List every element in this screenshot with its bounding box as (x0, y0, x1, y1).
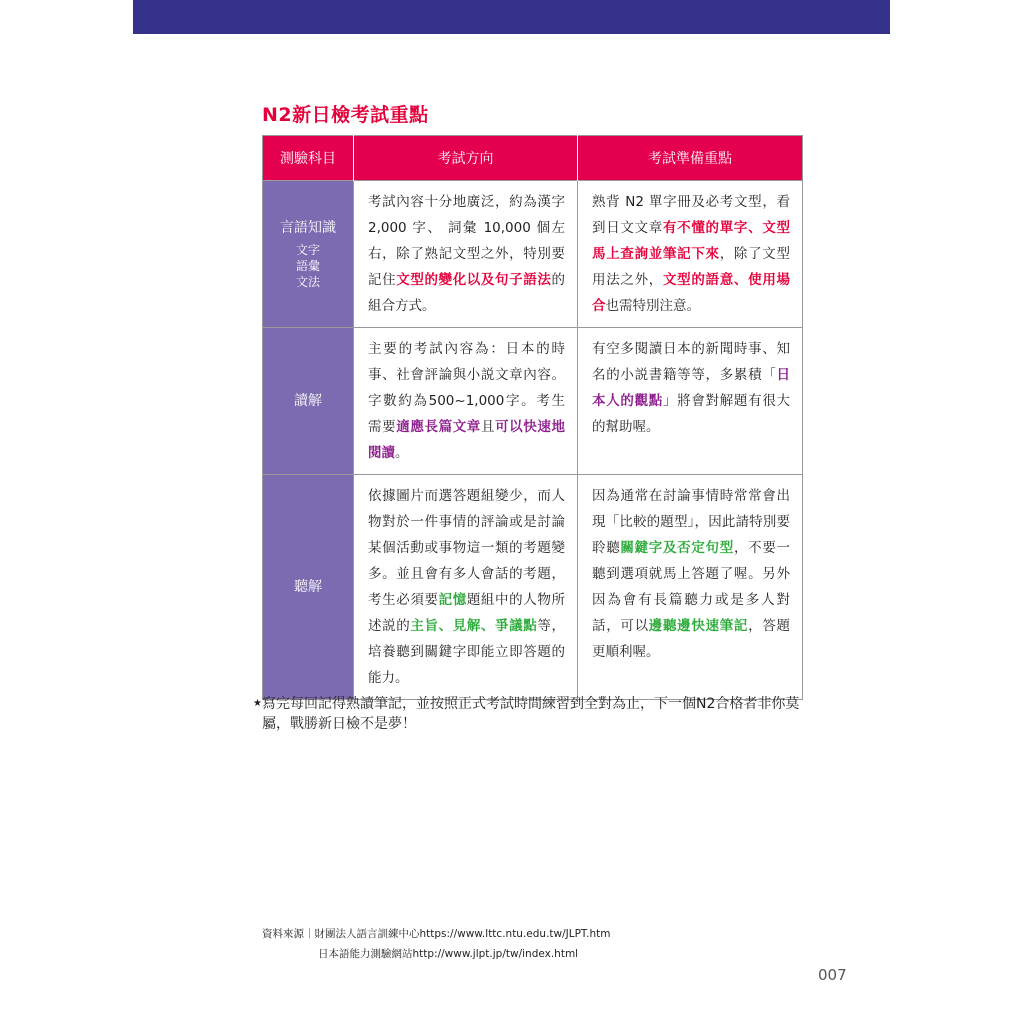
direction-cell: 考試內容十分地廣泛，約為漢字 2,000 字、 詞彙 10,000 個左右，除了熟記文型之外，特別要記住文型的變化以及句子語法的組合方式。 (354, 181, 578, 328)
direction-cell: 主要的考試內容為：日本的時事、社會評論與小説文章內容。字數約為500~1,000字。考生需要適應長篇文章且可以快速地閱讀。 (354, 328, 578, 475)
subject-subitem: 文法 (295, 275, 320, 289)
table-row (263, 181, 803, 328)
note-text: 寫完每回記得熟讀筆記，並按照正式考試時間練習到全對為止，下一個N2合格者非你莫屬，戰勝新日檢不是夢！ (262, 696, 800, 732)
header-preparation: 考試準備重點 (578, 136, 803, 181)
summary-note (253, 694, 810, 734)
highlight-text: 記憶 (438, 592, 467, 608)
star-icon: ★ (253, 698, 262, 709)
source-line: 資料來源｜財團法人語言訓練中心https://www.lttc.ntu.edu.tw/JLPT.htm (262, 928, 611, 940)
header-direction: 考試方向 (354, 136, 578, 181)
subject-subitem: 文字 (295, 243, 320, 257)
highlight-text: 關鍵字及否定句型 (620, 540, 734, 556)
table-row (263, 328, 803, 475)
preparation-cell: 因為通常在討論事情時常常會出現「比較的題型」，因此請特別要聆聽關鍵字及否定句型，不要一聽到選項就馬上答題了喔。另外因為會有長篇聽力或是多人對話，可以邊聽邊快速筆記，答題更順利喔。 (578, 475, 803, 700)
subject-name: 言語知識 (280, 220, 336, 236)
subject-cell (263, 181, 354, 328)
page-number: 007 (818, 966, 847, 984)
subject-cell (263, 328, 354, 475)
exam-table (262, 135, 803, 700)
highlight-text: 文型的變化以及句子語法 (396, 272, 552, 288)
subject-cell (263, 475, 354, 700)
header-subject: 測驗科目 (263, 136, 354, 181)
preparation-cell: 熟背 N2 單字冊及必考文型，看到日文文章有不懂的單字、文型馬上查詢並筆記下來，除了文型用法之外，文型的語意、使用場合也需特別注意。 (578, 181, 803, 328)
highlight-text: 日本人的觀點 (592, 367, 790, 409)
source-citation (262, 924, 610, 964)
top-color-band (133, 0, 890, 34)
preparation-cell: 有空多閱讀日本的新聞時事、知名的小説書籍等等，多累積「日本人的觀點」將會對解題有很大的幫助喔。 (578, 328, 803, 475)
subject-name: 讀解 (294, 393, 322, 409)
highlight-text: 有不懂的單字、文型馬上查詢並筆記下來 (592, 220, 791, 262)
subject-name: 聽解 (294, 579, 322, 595)
table-row (263, 475, 803, 700)
direction-cell: 依據圖片而選答題組變少，而人物對於一件事情的評論或是討論某個活動或事物這一類的考題變多。並且會有多人會話的考題，考生必須要記憶題組中的人物所述説的主旨、見解、爭議點等，培養聽到關鍵字即能立即答題的能力。 (354, 475, 578, 700)
table-header-row (263, 136, 803, 181)
source-line: 日本語能力測驗網站http://www.jlpt.jp/tw/index.html (318, 948, 579, 960)
subject-subitem: 語彙 (295, 259, 320, 273)
highlight-text: 可以快速地閱讀 (368, 419, 566, 461)
highlight-text: 適應長篇文章 (396, 419, 481, 435)
highlight-text: 主旨、見解、爭議點 (410, 618, 538, 634)
highlight-text: 文型的語意、使用場合 (592, 272, 791, 314)
highlight-text: 邊聽邊快速筆記 (648, 618, 749, 634)
page-title: N2新日檢考試重點 (262, 104, 429, 126)
